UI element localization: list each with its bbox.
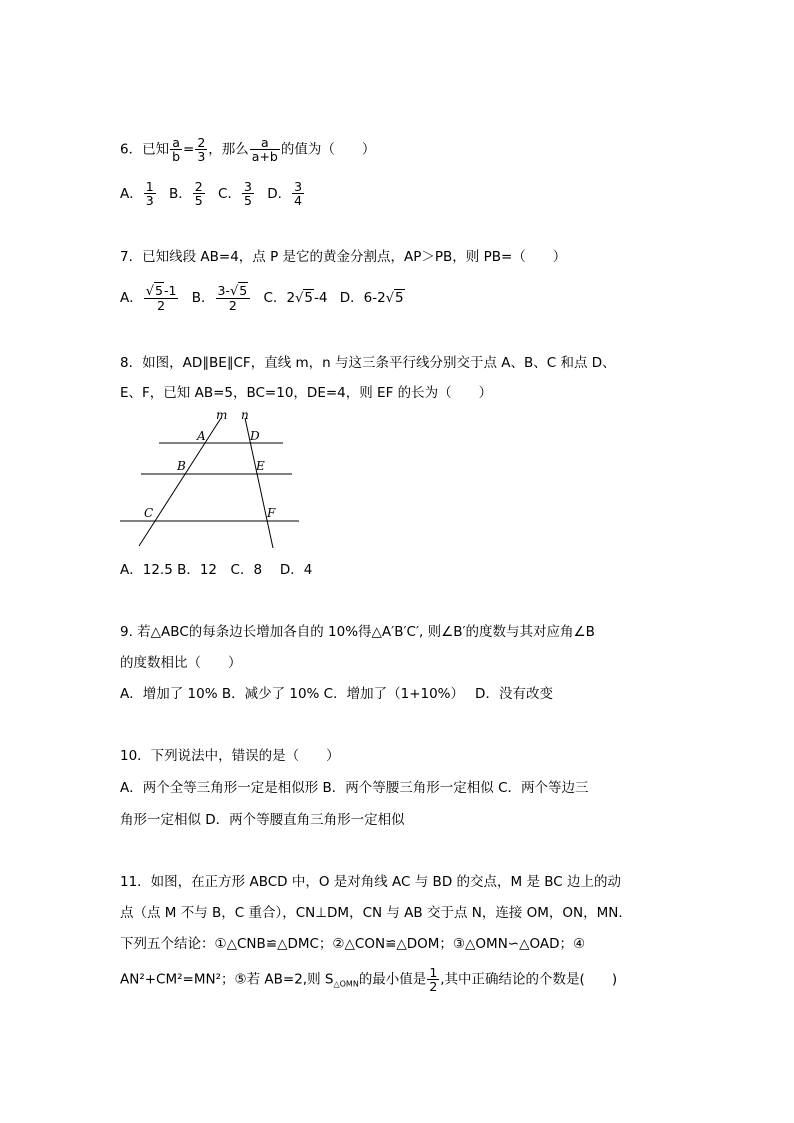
option-fraction	[193, 180, 205, 207]
radicand: 5	[155, 283, 163, 298]
q10-line-3: 角形一定相似 D．两个等腰直角三角形一定相似	[120, 812, 405, 828]
frac-num: 1	[145, 179, 154, 194]
label-e: E	[256, 459, 265, 473]
label-d: D	[250, 429, 260, 443]
option-label: D．	[267, 185, 292, 202]
frac-den: 2	[429, 979, 438, 994]
frac-num: 2	[197, 135, 206, 150]
sqrt-symbol: √5	[145, 283, 163, 299]
frac-num: 1	[429, 965, 438, 980]
num-pre: 3-	[217, 283, 230, 298]
frac-num	[144, 284, 179, 299]
num-rest: -1	[164, 283, 177, 298]
frac-den: 4	[294, 193, 303, 208]
q11-line-2: 点（点 M 不与 B，C 重合），CN⊥DM，CN 与 AB 交于点 N，连接 OM，ON，MN.	[120, 905, 623, 921]
option-fraction	[242, 180, 254, 207]
q6-option-a	[120, 179, 157, 208]
q7-option-d	[340, 290, 405, 306]
q9-line-2: 的度数相比（ ）	[120, 655, 242, 671]
coef: 6-2	[363, 290, 386, 306]
q11-line-3: 下列五个结论：①△CNB≌△DMC；②△CON≌△DOM；③△OMN∽△OAD；④	[120, 936, 586, 952]
line-m	[139, 418, 221, 546]
sqrt-symbol: √5	[230, 283, 248, 299]
frac-den: 5	[243, 193, 252, 208]
q7-option-a	[120, 283, 179, 313]
radicand: 5	[239, 283, 248, 298]
frac-den: 5	[194, 193, 203, 208]
option-fraction	[216, 284, 251, 312]
q11-fraction-half	[427, 966, 439, 993]
q6-fraction-a-apb	[250, 136, 280, 163]
option-fraction	[144, 180, 156, 207]
label-b: B	[177, 459, 186, 473]
label-m: m	[216, 408, 228, 422]
post-text: -4	[313, 290, 328, 306]
q11-line4-pre: AN²+CM²=MN²；⑤若 AB=2,则 S	[120, 971, 334, 988]
q8-options: A．12.5 B．12 C．8 D．4	[120, 562, 313, 578]
frac-num: 3	[243, 179, 252, 194]
q9-line-1: 9. 若△ABC的每条边长增加各自的 10%得△A′B′C′, 则∠B′的度数与其对应角∠B	[120, 624, 595, 640]
q11-line4-mid: 的最小值是	[358, 971, 427, 988]
label-c: C	[144, 506, 154, 520]
frac-den: 2	[157, 298, 166, 313]
option-fraction	[144, 284, 179, 312]
frac-num: a	[170, 136, 182, 150]
frac-den: b	[172, 149, 181, 164]
frac-num: 3	[294, 179, 303, 194]
option-label: B．	[169, 185, 192, 202]
label-f: F	[267, 506, 276, 520]
q11-line-1: 11．如图，在正方形 ABCD 中，O 是对角线 AC 与 BD 的交点，M 是 BC 边上的动	[120, 874, 621, 890]
q7-options	[120, 284, 413, 312]
option-label: A．	[120, 290, 143, 306]
sqrt-symbol: √5	[385, 290, 404, 306]
equals-sign: =	[183, 141, 195, 158]
option-label: B．	[191, 290, 215, 306]
frac-num: a	[250, 136, 280, 150]
q11-line-4	[120, 966, 617, 993]
q6-stem	[120, 136, 375, 163]
coef: 2	[286, 290, 296, 306]
q10-line-1: 10．下列说法中，错误的是（ ）	[120, 748, 340, 764]
q11-subscript: △OMN	[333, 979, 359, 989]
frac-den: 2	[228, 298, 237, 313]
q7-option-c	[264, 290, 328, 306]
q6-option-d	[267, 179, 305, 208]
q6-prefix: 6．已知	[120, 141, 170, 158]
sqrt-symbol: √5	[295, 290, 313, 306]
option-label: A．	[120, 185, 143, 202]
q10-line-2: A．两个全等三角形一定是相似形 B．两个等腰三角形一定相似 C．两个等边三	[120, 780, 589, 796]
q7-stem: 7．已知线段 AB=4，点 P 是它的黄金分割点，AP＞PB，则 PB=（ ）	[120, 249, 567, 265]
q9-options: A．增加了 10% B．减少了 10% C．增加了（1+10%） D．没有改变	[120, 686, 553, 702]
q8-figure	[115, 408, 305, 553]
radicand: 5	[395, 290, 404, 306]
option-fraction	[292, 180, 304, 207]
frac-den: 3	[197, 149, 206, 164]
label-n: n	[241, 408, 249, 422]
q6-suffix: 的值为（ ）	[280, 141, 376, 158]
q6-fraction-a-b	[170, 136, 182, 163]
option-label: C．	[218, 185, 241, 202]
q6-fraction-2-3	[195, 136, 207, 163]
frac-den: a+b	[251, 149, 278, 164]
q6-option-c	[218, 179, 255, 208]
frac-num	[216, 284, 251, 299]
frac-den: 3	[145, 193, 154, 208]
radicand: 5	[304, 290, 313, 306]
option-label: C．	[263, 290, 287, 306]
q11-line4-post: ,其中正确结论的个数是( )	[440, 971, 618, 988]
q6-options	[120, 180, 313, 207]
option-label: D．	[339, 290, 364, 306]
q6-option-b	[169, 179, 206, 208]
q7-option-b	[191, 283, 251, 313]
label-a: A	[197, 429, 206, 443]
q6-mid-text: ，那么	[208, 141, 249, 158]
frac-num: 2	[194, 179, 203, 194]
q8-line-2: E、F，已知 AB=5，BC=10，DE=4，则 EF 的长为（ ）	[120, 385, 493, 401]
q8-line-1: 8．如图，AD∥BE∥CF，直线 m，n 与这三条平行线分别交于点 A、B、C 和点 D、	[120, 355, 616, 371]
